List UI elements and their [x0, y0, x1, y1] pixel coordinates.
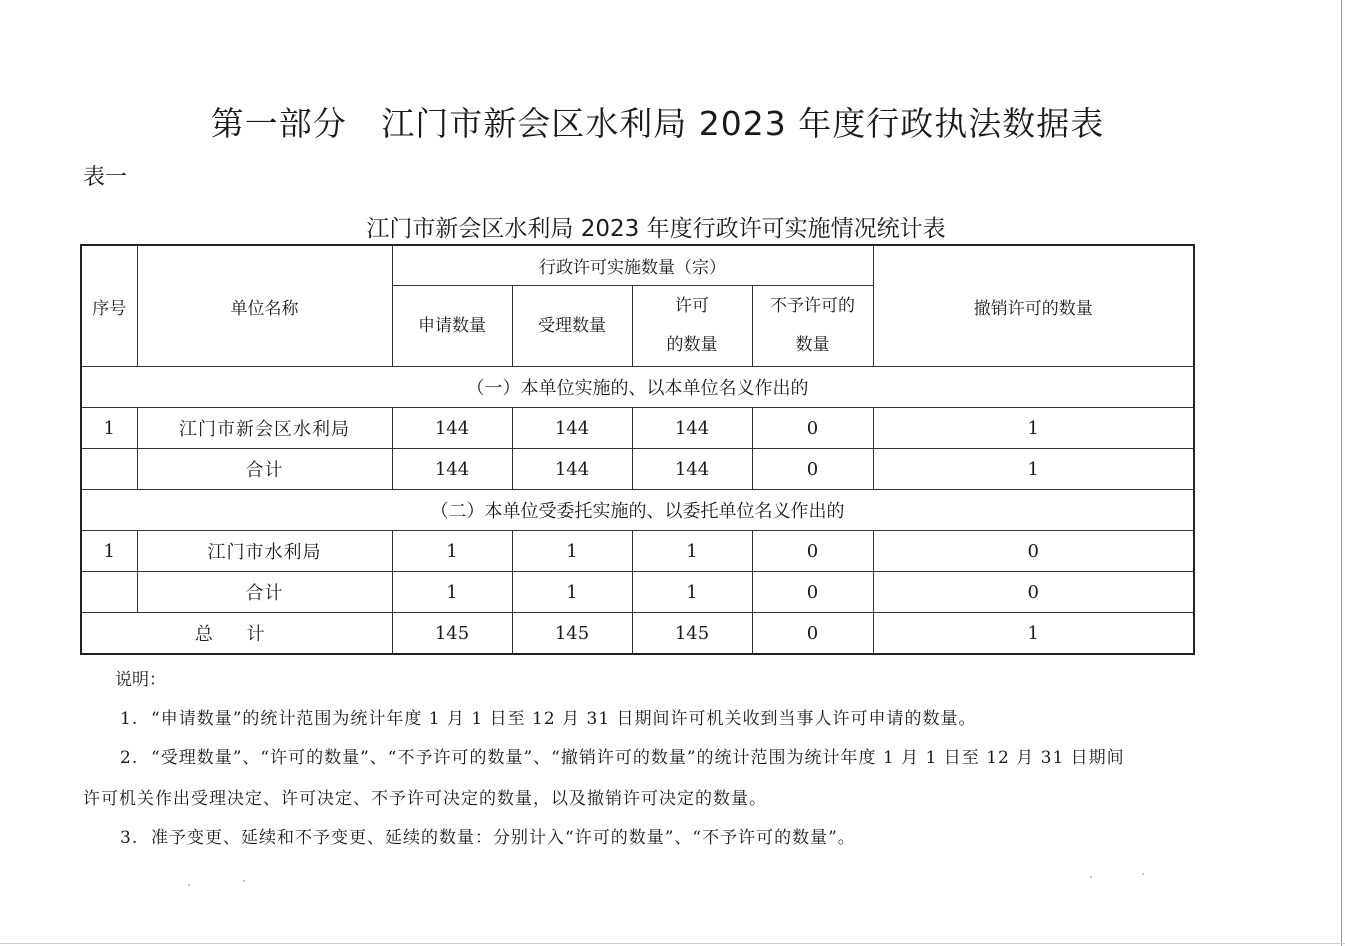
cell-unit-name: 江门市新会区水利局 [137, 408, 392, 449]
cell-apply: 145 [392, 613, 512, 655]
header-row-top [81, 245, 1194, 286]
scan-speck [1090, 876, 1092, 878]
grand-total-row [81, 613, 1194, 655]
cell-subtotal-label: 合计 [137, 572, 392, 613]
cell-seq: 1 [81, 408, 137, 449]
cell-accept: 1 [512, 572, 632, 613]
cell-permit: 144 [632, 449, 752, 490]
cell-unit-name: 江门市水利局 [137, 531, 392, 572]
header-deny [752, 286, 873, 367]
note-2: 2. “受理数量”、“许可的数量”、“不予许可的数量”、“撤销许可的数量”的统计范围为统计年度 1 月 1 日至 12 月 31 日期间 [120, 748, 1125, 768]
section-label: （一）本单位实施的、以本单位名义作出的 [81, 367, 1194, 408]
cell-seq: 1 [81, 531, 137, 572]
header-seq: 序号 [81, 245, 137, 367]
note-3: 3. 准予变更、延续和不予变更、延续的数量：分别计入“许可的数量”、“不予许可的数量”。 [120, 828, 856, 848]
header-permit-line2: 的数量 [666, 335, 718, 355]
note-2-continued: 许可机关作出受理决定、许可决定、不予许可决定的数量，以及撤销许可决定的数量。 [83, 789, 767, 809]
cell-deny: 0 [752, 531, 873, 572]
cell-deny: 0 [752, 449, 873, 490]
cell-deny: 0 [752, 572, 873, 613]
cell-revoke: 1 [873, 449, 1194, 490]
document-title: 第一部分 江门市新会区水利局 2023 年度行政执法数据表 [210, 104, 1105, 143]
cell-apply: 1 [392, 572, 512, 613]
header-apply: 申请数量 [392, 286, 512, 367]
note-1: 1. “申请数量”的统计范围为统计年度 1 月 1 日至 12 月 31 日期间许可机关收到当事人许可申请的数量。 [120, 709, 977, 729]
header-unit-name: 单位名称 [137, 245, 392, 367]
header-group: 行政许可实施数量（宗） [392, 245, 873, 286]
header-permit-line1: 许可 [675, 296, 709, 316]
cell-deny: 0 [752, 408, 873, 449]
cell-permit: 144 [632, 408, 752, 449]
cell-accept: 144 [512, 449, 632, 490]
page-edge [1341, 0, 1342, 946]
cell-seq-empty [81, 572, 137, 613]
cell-accept: 145 [512, 613, 632, 655]
table-row [81, 531, 1194, 572]
scan-speck [1142, 873, 1144, 875]
cell-apply: 144 [392, 449, 512, 490]
page-bottom-edge [0, 943, 1345, 944]
cell-permit: 1 [632, 572, 752, 613]
cell-revoke: 0 [873, 572, 1194, 613]
cell-seq-empty [81, 449, 137, 490]
header-permit [632, 286, 752, 367]
cell-deny: 0 [752, 613, 873, 655]
scan-speck [243, 880, 245, 882]
header-accept: 受理数量 [512, 286, 632, 367]
section-label: （二）本单位受委托实施的、以委托单位名义作出的 [81, 490, 1194, 531]
table-row [81, 408, 1194, 449]
header-deny-line1: 不予许可的 [770, 296, 855, 316]
scan-speck [188, 884, 190, 886]
subtotal-row [81, 449, 1194, 490]
cell-subtotal-label: 合计 [137, 449, 392, 490]
cell-revoke: 1 [873, 408, 1194, 449]
cell-permit: 145 [632, 613, 752, 655]
notes-title: 说明： [115, 670, 166, 690]
subtotal-row [81, 572, 1194, 613]
section-row [81, 367, 1194, 408]
cell-apply: 144 [392, 408, 512, 449]
table-label: 表一 [83, 165, 128, 190]
cell-accept: 1 [512, 531, 632, 572]
cell-apply: 1 [392, 531, 512, 572]
permit-stats-table [80, 244, 1195, 655]
cell-total-label: 总 计 [81, 613, 392, 655]
cell-permit: 1 [632, 531, 752, 572]
header-deny-line2: 数量 [795, 335, 830, 355]
table-title: 江门市新会区水利局 2023 年度行政许可实施情况统计表 [366, 216, 946, 242]
section-row [81, 490, 1194, 531]
cell-revoke: 0 [873, 531, 1194, 572]
cell-revoke: 1 [873, 613, 1194, 655]
header-revoke: 撤销许可的数量 [873, 245, 1194, 367]
cell-accept: 144 [512, 408, 632, 449]
